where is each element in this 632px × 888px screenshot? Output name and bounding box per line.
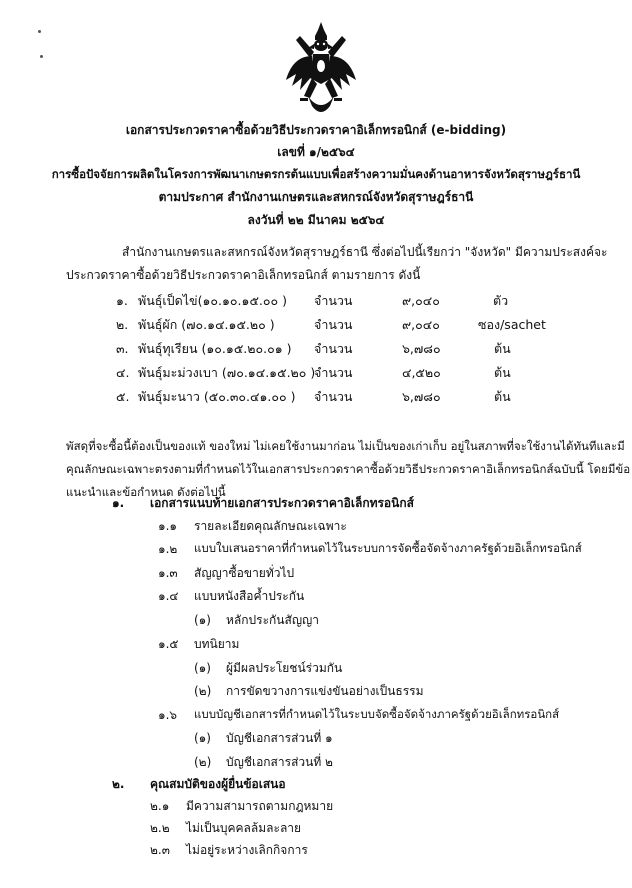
list-item [0,291,632,309]
section-1-5-text: บทนิยาม [194,637,240,651]
scan-speck [40,55,43,58]
conditions-line-2: คุณลักษณะเฉพาะตรงตามที่กำหนดไว้ในเอกสารประกวดราคาซื้อด้วยวิธีประกวดราคาอิเล็กทรอนิกส์ฉบับนี้ โดยมีข้อ [66,462,631,476]
item-name: พันธุ์ผัก (๗๐.๑๔.๑๕.๒๐ ) [138,317,275,332]
section-1-4-text: แบบหนังสือค้ำประกัน [194,589,305,603]
section-1-title: เอกสารแนบท้ายเอกสารประกวดราคาอิเล็กทรอนิกส์ [150,496,414,510]
item-qty: ๙,๐๔๐ [402,293,440,308]
section-1-1-number: ๑.๑ [158,519,178,533]
item-number: ๒. [116,317,129,332]
section-1-number-visible: ๑. [112,496,125,510]
scan-speck [38,30,41,33]
document-title: เอกสารประกวดราคาซื้อด้วยวิธีประกวดราคาอิเล็กทรอนิกส์ (e-bidding) [125,123,507,137]
item-unit: ตัว [493,293,509,308]
section-1-6-1-text: บัญชีเอกสารส่วนที่ ๑ [226,731,333,745]
document-number: เลขที่ ๑/๒๕๖๔ [277,145,355,159]
section-2-1-text: มีความสามารถตามกฎหมาย [186,799,334,813]
section-1-5-number: ๑.๕ [158,637,179,651]
section-2-3-number: ๒.๓ [150,843,170,857]
item-number: ๓. [116,341,129,356]
list-item [0,387,632,405]
list-item [0,363,632,381]
section-1-3-number: ๑.๓ [158,566,178,580]
item-name: พันธุ์มะม่วงเบา (๗๐.๑๔.๑๕.๒๐ ) [138,365,316,380]
section-1-3-text: สัญญาซื้อขายทั่วไป [194,566,295,580]
section-1-5-1-number: (๑) [194,661,211,675]
item-qty: ๔,๕๒๐ [402,365,441,380]
item-qty-label: จำนวน [314,341,353,356]
section-1-4-number: ๑.๔ [158,589,179,603]
section-1-1-text: รายละเอียดคุณลักษณะเฉพาะ [194,519,347,533]
section-1-6-text: แบบบัญชีเอกสารที่กำหนดไว้ในระบบจัดซื้อจัดจ้างภาครัฐด้วยอิเล็กทรอนิกส์ [194,707,560,721]
garuda-emblem-icon [286,22,356,114]
section-2-number: ๒. [112,777,125,791]
section-1-5-2-number: (๒) [194,684,212,698]
item-name: พันธุ์มะนาว (๕๐.๓๐.๔๑.๐๐ ) [138,389,296,404]
conditions-line-3: แนะนำและข้อกำหนด ดังต่อไปนี้ [66,485,226,499]
section-1-5-1-text: ผู้มีผลประโยชน์ร่วมกัน [226,661,343,675]
section-2-3-text: ไม่อยู่ระหว่างเลิกกิจการ [186,843,308,857]
item-qty-label: จำนวน [314,293,353,308]
section-1-6-1-number: (๑) [194,731,211,745]
item-qty-label: จำนวน [314,365,353,380]
section-2-1-number: ๒.๑ [150,799,170,813]
item-number: ๑. [116,293,128,308]
section-1-6-2-text: บัญชีเอกสารส่วนที่ ๒ [226,755,333,769]
section-1-2-number: ๑.๒ [158,542,178,556]
conditions-line-1: พัสดุที่จะซื้อนี้ต้องเป็นของแท้ ของใหม่ ไม่เคยใช้งานมาก่อน ไม่เป็นของเก่าเก็บ อยู่ในสภาพที่จะใช้งานได้ทันทีและมี [66,439,625,453]
item-qty: ๙,๐๔๐ [402,317,440,332]
section-1-4-1-number: (๑) [194,613,211,627]
section-2-2-text: ไม่เป็นบุคคลล้มละลาย [186,821,302,835]
item-unit: ซอง/sachet [478,317,546,332]
list-item [0,315,632,333]
item-number: ๕. [116,389,130,404]
section-1-5-2-text: การขัดขวางการแข่งขันอย่างเป็นธรรม [226,684,424,698]
item-unit: ต้น [494,341,511,356]
document-date: ลงวันที่ ๒๒ มีนาคม ๒๕๖๔ [247,213,385,227]
section-2-2-number: ๒.๒ [150,821,170,835]
item-unit: ต้น [494,365,511,380]
list-item [0,339,632,357]
item-qty: ๖,๗๘๐ [402,341,441,356]
intro-line-1: สำนักงานเกษตรและสหกรณ์จังหวัดสุราษฎร์ธานี ซึ่งต่อไปนี้เรียกว่า "จังหวัด" มีความประสงค์จะ [122,245,608,259]
intro-line-2: ประกวดราคาซื้อด้วยวิธีประกวดราคาอิเล็กทรอนิกส์ ตามรายการ ดังนี้ [66,268,421,282]
item-name: พันธุ์ทุเรียน (๑๐.๑๕.๒๐.๐๑ ) [138,341,292,356]
section-1-6-2-number: (๒) [194,755,212,769]
item-qty-label: จำนวน [314,317,353,332]
section-2-title: คุณสมบัติของผู้ยื่นข้อเสนอ [150,777,286,791]
item-qty: ๖,๗๘๐ [402,389,441,404]
section-1-2-text: แบบใบเสนอราคาที่กำหนดไว้ในระบบการจัดซื้อจัดจ้างภาครัฐด้วยอิเล็กทรอนิกส์ [194,541,582,555]
section-1-6-number: ๑.๖ [158,708,178,722]
item-number: ๔. [116,365,130,380]
section-1-4-1-text: หลักประกันสัญญา [226,613,320,627]
item-unit: ต้น [494,389,511,404]
item-name: พันธุ์เป็ดไข่(๑๐.๑๐.๑๕.๐๐ ) [138,293,287,308]
item-qty-label: จำนวน [314,389,353,404]
announcement-line: ตามประกาศ สำนักงานเกษตรและสหกรณ์จังหวัดสุราษฎร์ธานี [158,190,474,204]
document-subject: การซื้อปัจจัยการผลิตในโครงการพัฒนาเกษตรกรต้นแบบเพื่อสร้างความมั่นคงด้านอาหารจังหวัดสุราษฎร์ธานี [51,167,581,181]
